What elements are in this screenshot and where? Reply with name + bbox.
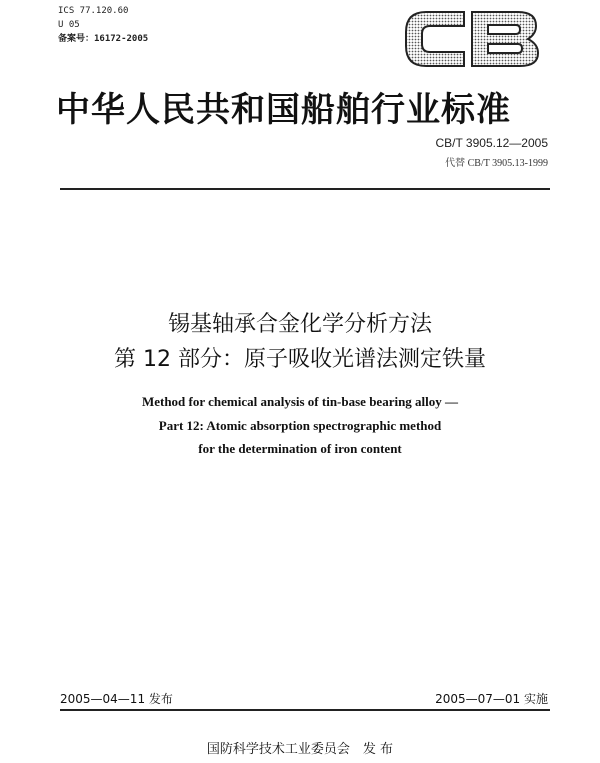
replaces-standard: 代替 CB/T 3905.13-1999 [445,158,548,169]
title-cn-line1: 锡基轴承合金化学分析方法 [167,312,432,337]
logo-letter-b [472,12,538,66]
issue-date: 2005—04—11 发布 [60,692,173,706]
publisher: 国防科学技术工业委员会 发 布 [206,742,394,757]
title-en-line3: for the determination of iron content [198,441,402,456]
filing-number: 备案号：16172-2005 [58,34,149,44]
cb-logo [402,8,542,70]
title-en-line2: Part 12: Atomic absorption spectrographic method [158,418,442,433]
bottom-divider [60,709,550,711]
logo-letter-c [406,12,464,66]
effective-date: 2005—07—01 实施 [435,692,548,706]
ics-code: ICS 77.120.60 [58,6,129,16]
title-cn-line2: 第 12 部分：原子吸收光谱法测定铁量 [114,347,486,372]
org-title: 中华人民共和国船舶行业标准 [56,90,511,130]
title-en-line1: Method for chemical analysis of tin-base bearing alloy — [141,394,459,409]
top-divider [60,188,550,190]
standard-number: CB/T 3905.12—2005 [435,136,548,150]
classification-code: U 05 [58,20,80,30]
